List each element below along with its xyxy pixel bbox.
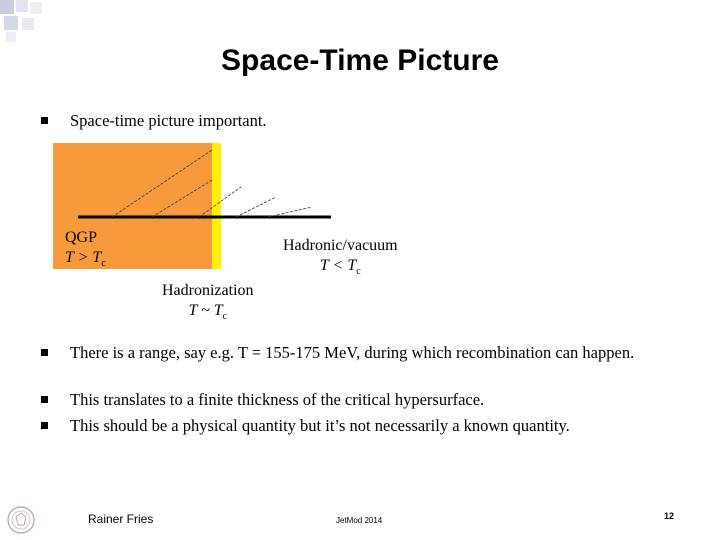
slide-title: Space-Time Picture bbox=[221, 44, 499, 77]
hadronic-label: Hadronic/vacuum $T < T_c$ bbox=[283, 237, 398, 278]
hadronization-label: Hadronization T ~ $T_c$ bbox=[162, 282, 254, 323]
bullet-text: This should be a physical quantity but it’s not necessarily a known quantity. bbox=[70, 416, 570, 435]
qgp-label: QGP $T > T_c$ bbox=[65, 229, 106, 270]
bullet-text: There is a range, say e.g. T = 155-175 MeV, during which recombination can happen. bbox=[70, 343, 635, 362]
transition-band bbox=[212, 143, 221, 269]
footer-author: Rainer Fries bbox=[88, 512, 154, 526]
bullet-marker bbox=[41, 349, 48, 356]
bullet-marker bbox=[41, 422, 48, 429]
university-seal-icon bbox=[6, 505, 36, 535]
bullet-text: Space-time picture important. bbox=[70, 111, 267, 130]
bullet-marker bbox=[41, 396, 48, 403]
page-number: 12 bbox=[664, 511, 675, 521]
footer-event: JetMod 2014 bbox=[336, 516, 383, 525]
bullet-text: This translates to a finite thickness of the critical hypersurface. bbox=[70, 390, 485, 409]
